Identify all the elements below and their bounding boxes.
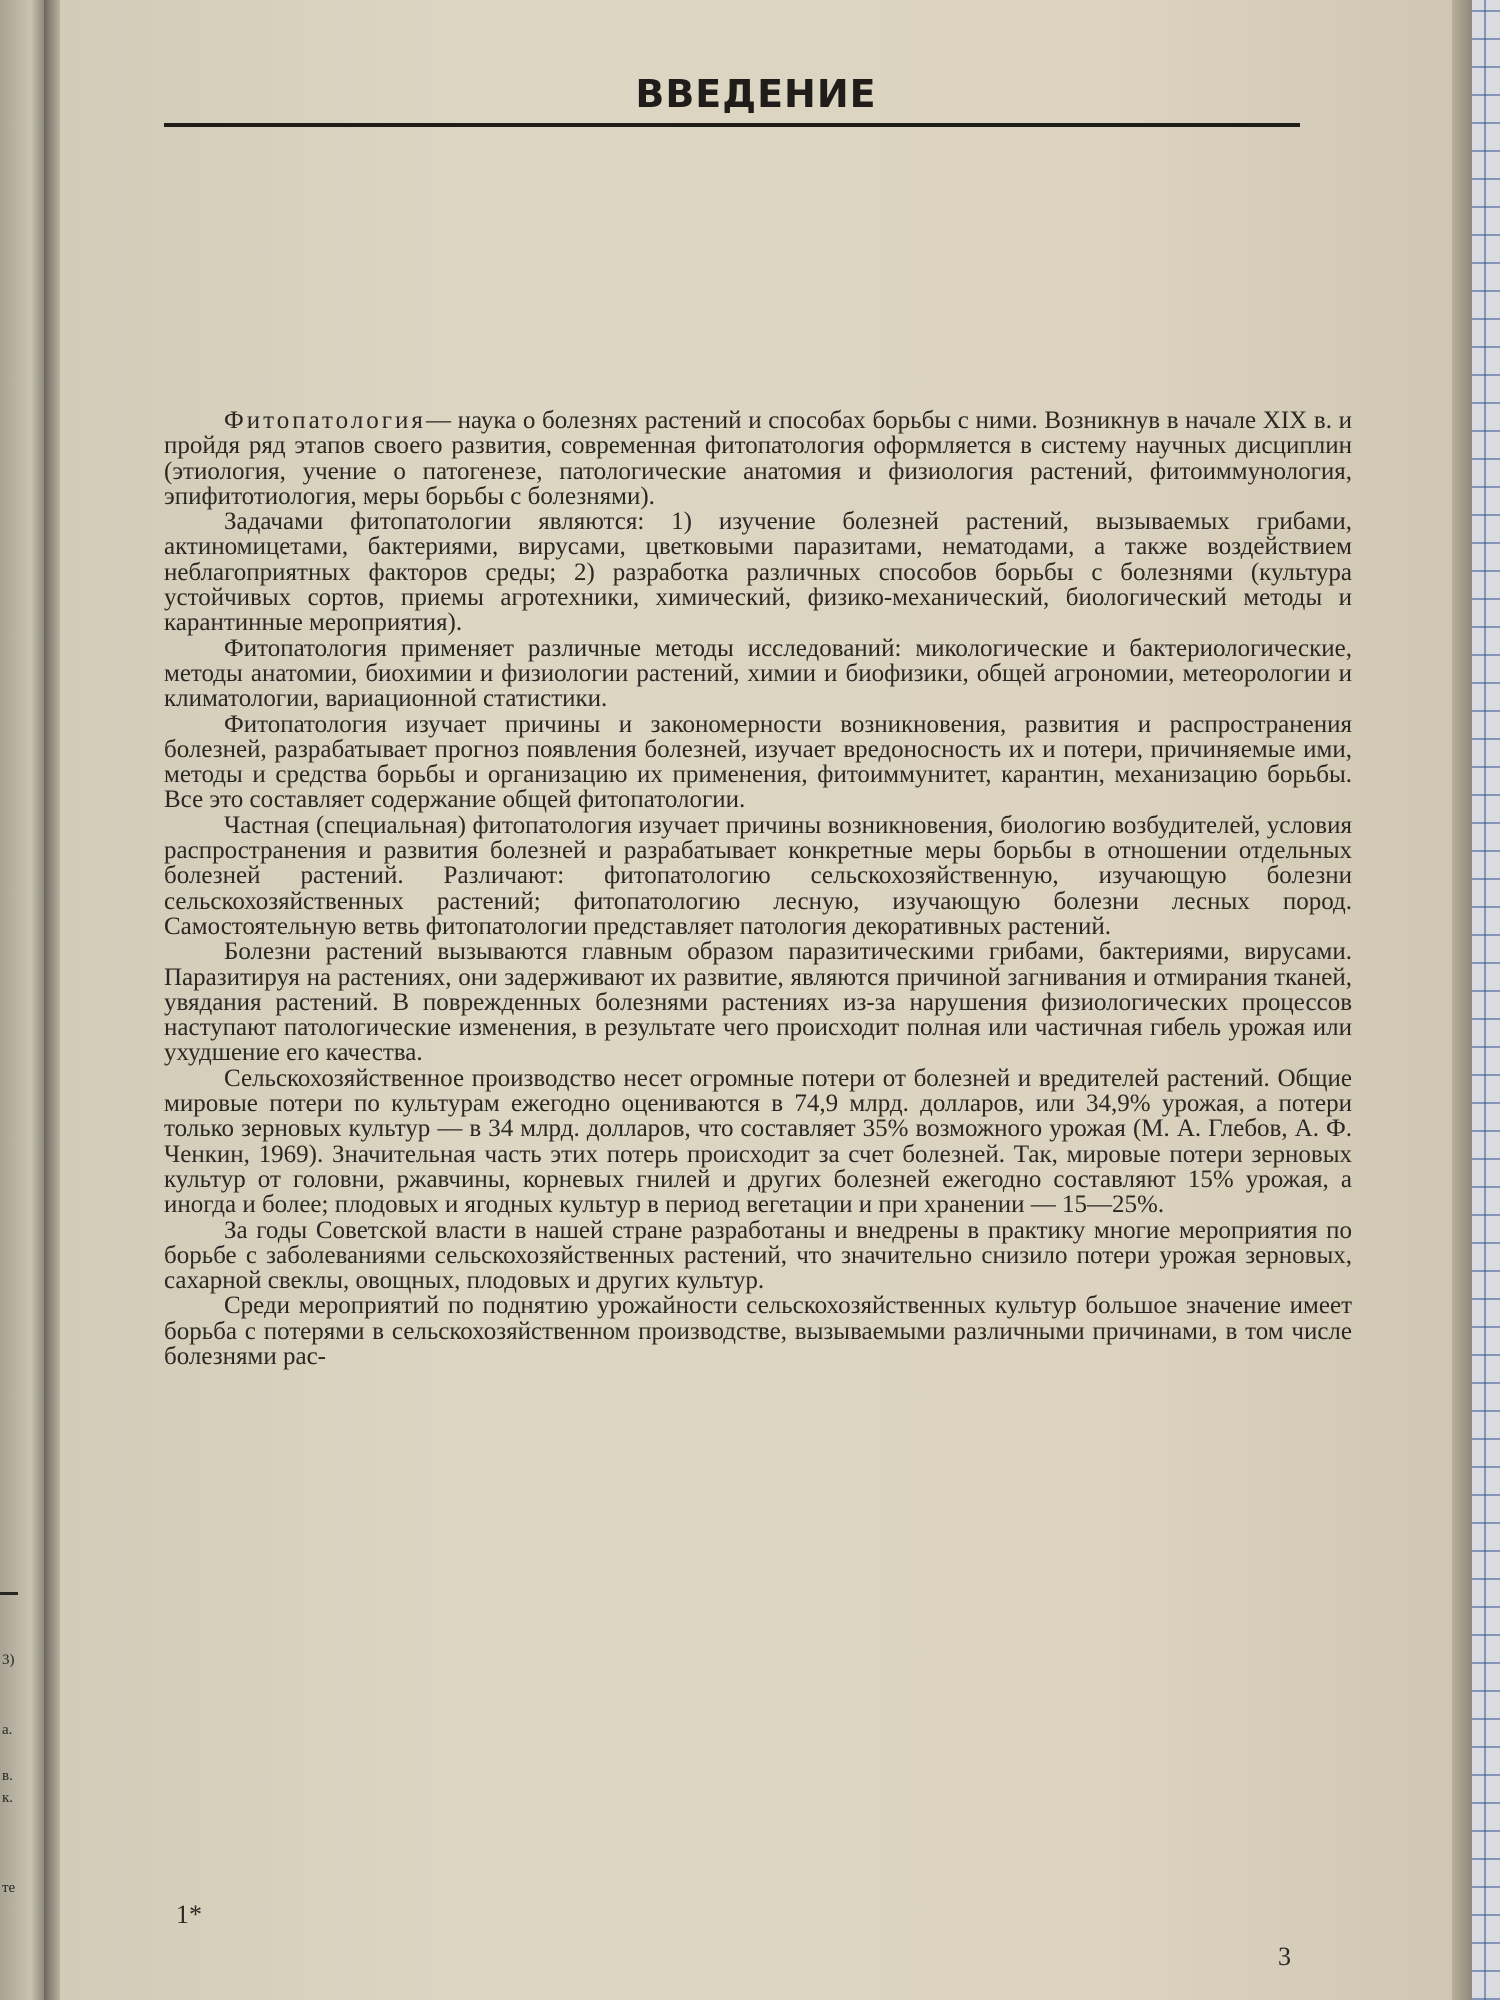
paragraph: Сельскохозяйственное производство несет огромные потери от болезней и вредителей растений. Общие мировые потери по культурам ежегодно оцениваются в 74,9 млрд. долларов, или 34,9% урожая, а потери только зерновых культур — в 34 млрд. долларов, что составляет 35% возможного урожая (М. А. Глебов, А. Ф. Ченкин, 1969). Значительная часть этих потерь происходит за счет болезней. Так, мировые потери зерновых культур от головни, ржавчины, корневых гнилей и других болезней ежегодно составляют 15% урожая, а иногда и более; плодовых и ягодных культур в период вегетации и при хранении — 15—25%. [164,1064,1352,1219]
intro-rest: — наука о болезнях растений и способах борьбы с ними. Возникнув в начале XIX в. и пройдя ряд этапов своего развития, современная фитопатология оформляется в систему научных дисциплин (этиология, учение о патогенезе, патологические анатомия и физиология растений, фитоиммунология, эпифитотиология, меры борьбы с болезнями). [164,408,1352,510]
left-page-fragment: в. [2,1768,13,1784]
page-title: ВВЕДЕНИЕ [635,72,877,116]
paragraph: Задачами фитопатологии являются: 1) изучение болезней растений, вызываемых грибами, актиномицетами, бактериями, вирусами, цветковыми паразитами, нематодами, а также воздействием неблагоприятных факторов среды; 2) разработка различных способов борьбы с болезнями (культура устойчивых сортов, приемы агротехники, химический, физико-механический, биологический методы и карантинные мероприятия). [164,508,1352,637]
book-page [60,0,1452,2000]
left-page-edge [0,0,44,2000]
paragraph: Фитопатология изучает причины и закономерности возникновения, развития и распространения болезней, разрабатывает прогноз появления болезней, изучает вредоносность их и потери, причиняемые ими, методы и средства борьбы и организацию их применения, фитоиммунитет, карантин, механизацию борьбы. Все это составляет содержание общей фитопатологии. [164,710,1352,814]
book-gutter [44,0,60,2000]
paragraph-intro [164,408,1352,509]
left-page-fragment: а. [2,1722,13,1738]
paragraph: Болезни растений вызываются главным образом паразитическими грибами, бактериями, вирусами. Паразитируя на растениях, они задерживают их развитие, являются причиной загнивания и отмирания тканей, увядания растений. В поврежденных болезнями растениях из-за нарушения физиологических процессов наступают патологические изменения, в результате чего происходит полная или частичная гибель урожая или ухудшение его качества. [164,938,1352,1067]
paragraph: Фитопатология применяет различные методы исследований: микологические и бактериологические, методы анатомии, биохимии и физиологии растений, химии и биофизики, общей агрономии, метеорологии и климатологии, вариационной статистики. [164,634,1352,713]
intro-term: Фитопатология [224,408,426,434]
left-page-fragment: 3) [2,1652,15,1668]
paragraph: За годы Советской власти в нашей стране разработаны и внедрены в практику многие мероприятия по борьбе с заболеваниями сельскохозяйственных растений, что значительно снизило потери урожая зерновых, сахарной свеклы, овощных, плодовых и других культур. [164,1216,1352,1295]
page-number: 3 [1278,1942,1291,1971]
left-page-fragment: те [2,1880,16,1896]
paragraph: Среди мероприятий по поднятию урожайности сельскохозяйственных культур большое значение имеет борьба с потерями в сельскохозяйственном производстве, вызываемыми различными причинами, в том числе болезнями рас- [164,1292,1352,1370]
page-edge-shadow [1452,0,1472,2000]
left-page-fragment: к. [2,1790,14,1806]
title-rule [164,123,1300,127]
body-text [164,408,1352,1908]
paragraph: Частная (специальная) фитопатология изучает причины возникновения, биологию возбудителей, условия распространения и развития болезней и разрабатывает конкретные меры борьбы в отношении отдельных болезней растений. Различают: фитопатологию сельскохозяйственную, изучающую болезни сельскохозяйственных растений; фитопатологию лесную, изучающую болезни лесных пород. Самостоятельную ветвь фитопатологии представляет патология декоративных растений. [164,811,1352,940]
left-page-rule [0,1592,18,1595]
signature-mark: 1* [176,1900,202,1929]
